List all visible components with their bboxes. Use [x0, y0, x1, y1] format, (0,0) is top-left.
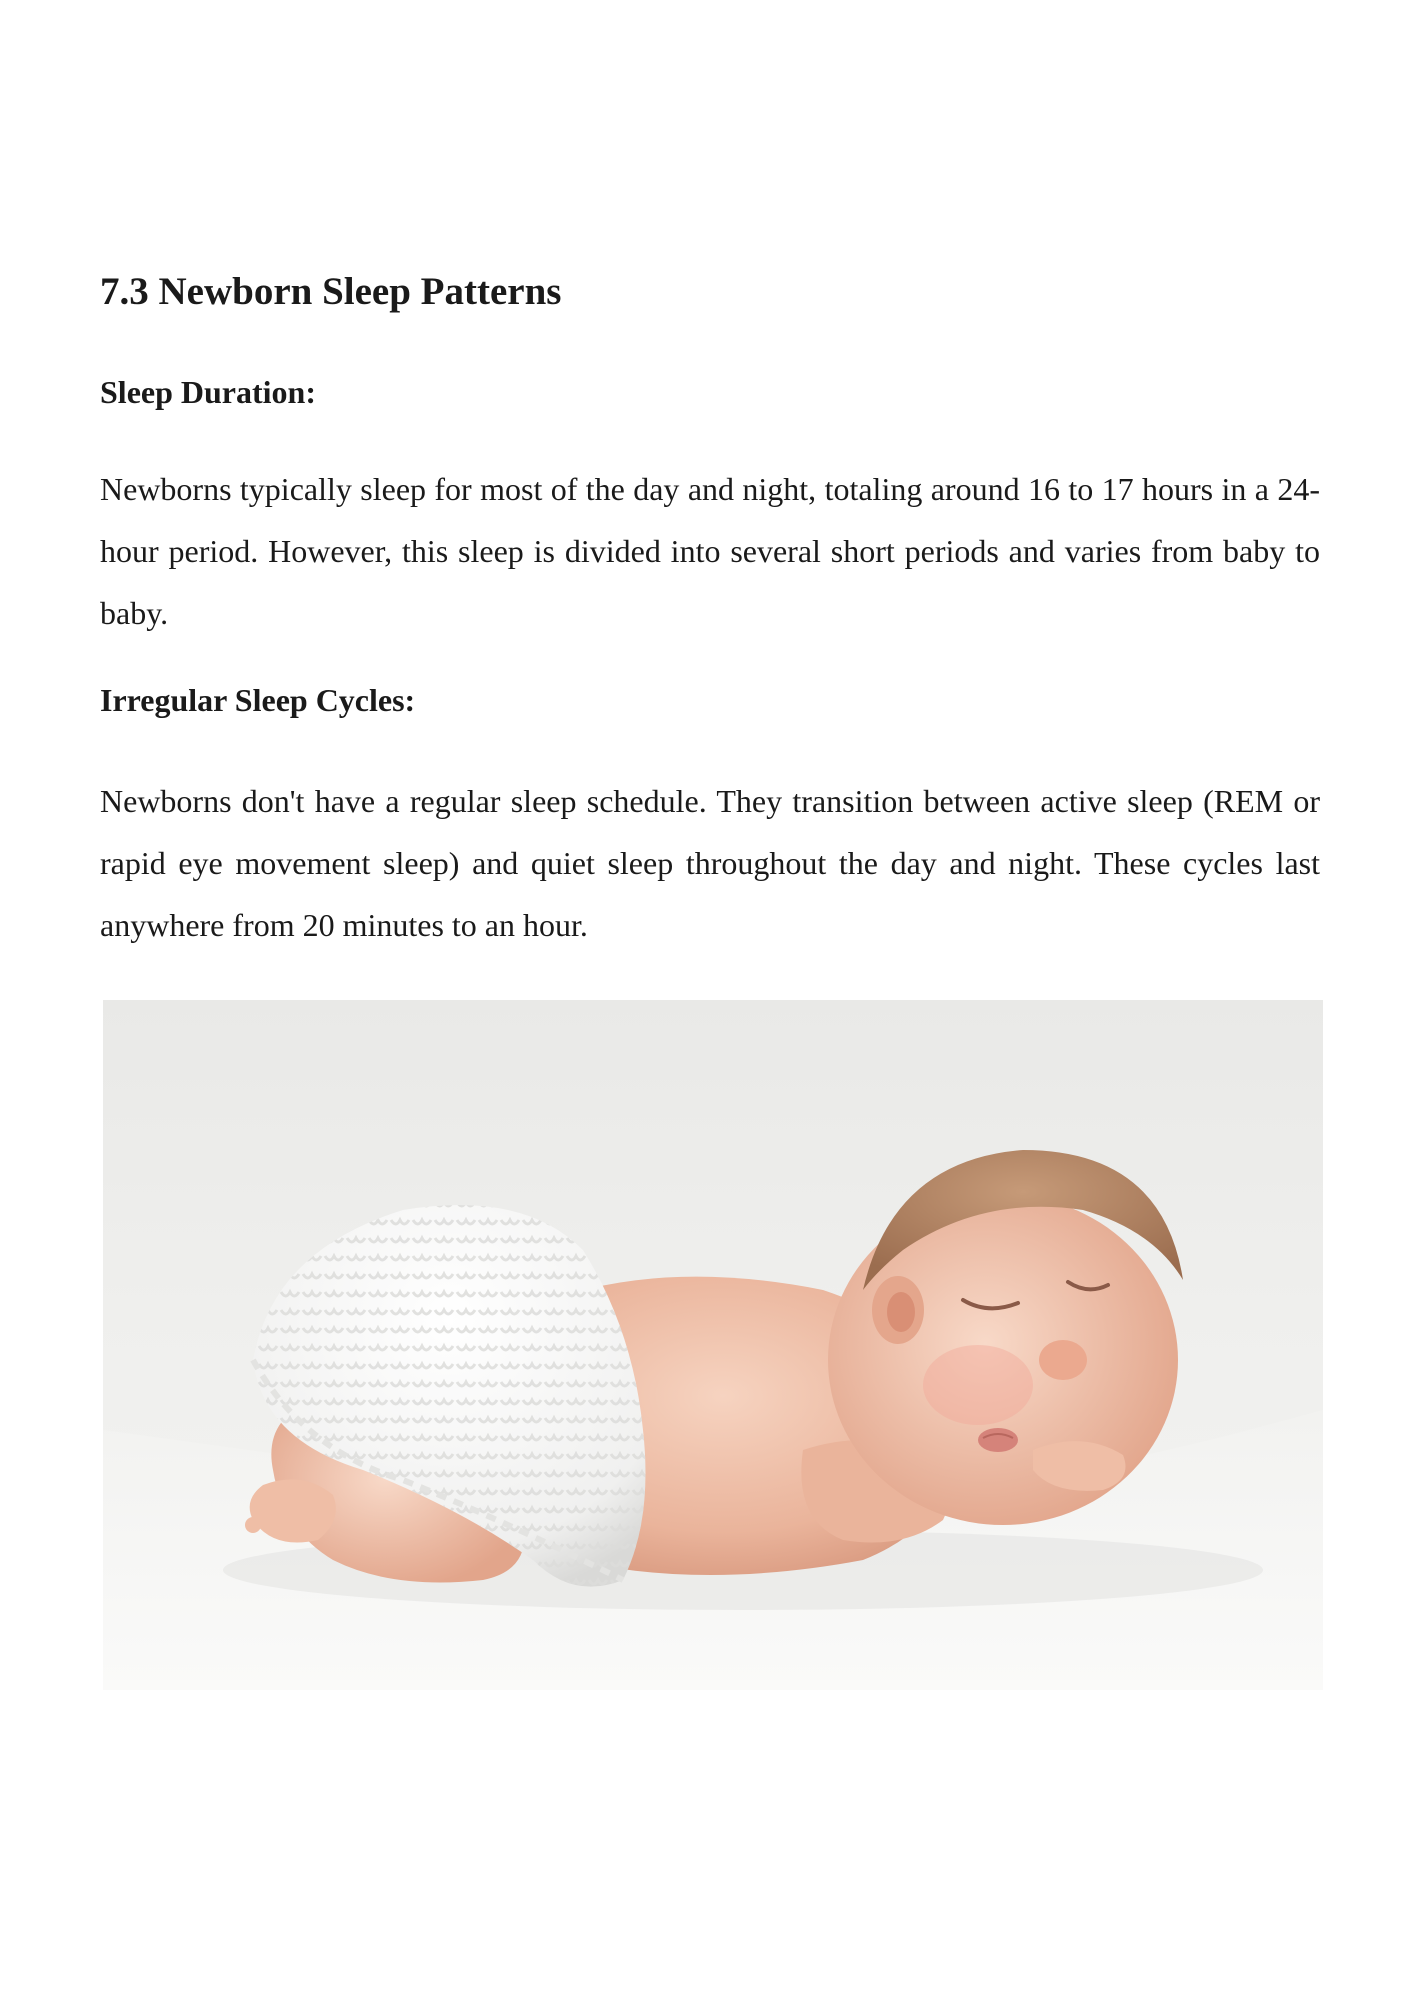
section-title: 7.3 Newborn Sleep Patterns: [100, 270, 562, 313]
sleeping-newborn-photo: [103, 1000, 1323, 1690]
sleep-duration-heading: Sleep Duration:: [100, 374, 316, 410]
sleep-duration-paragraph: Newborns typically sleep for most of the day and night, totaling around 16 to 17 hours in a 24-hour period. However, this sleep is divided into several short periods and varies from baby to baby.: [100, 471, 1320, 631]
irregular-cycles-paragraph: Newborns don't have a regular sleep schedule. They transition between active sleep (REM or rapid eye movement sleep) and quiet sleep throughout the day and night. These cycles last anywhere from 20 minutes to an hour.: [100, 783, 1320, 943]
irregular-cycles-heading: Irregular Sleep Cycles:: [100, 682, 416, 718]
